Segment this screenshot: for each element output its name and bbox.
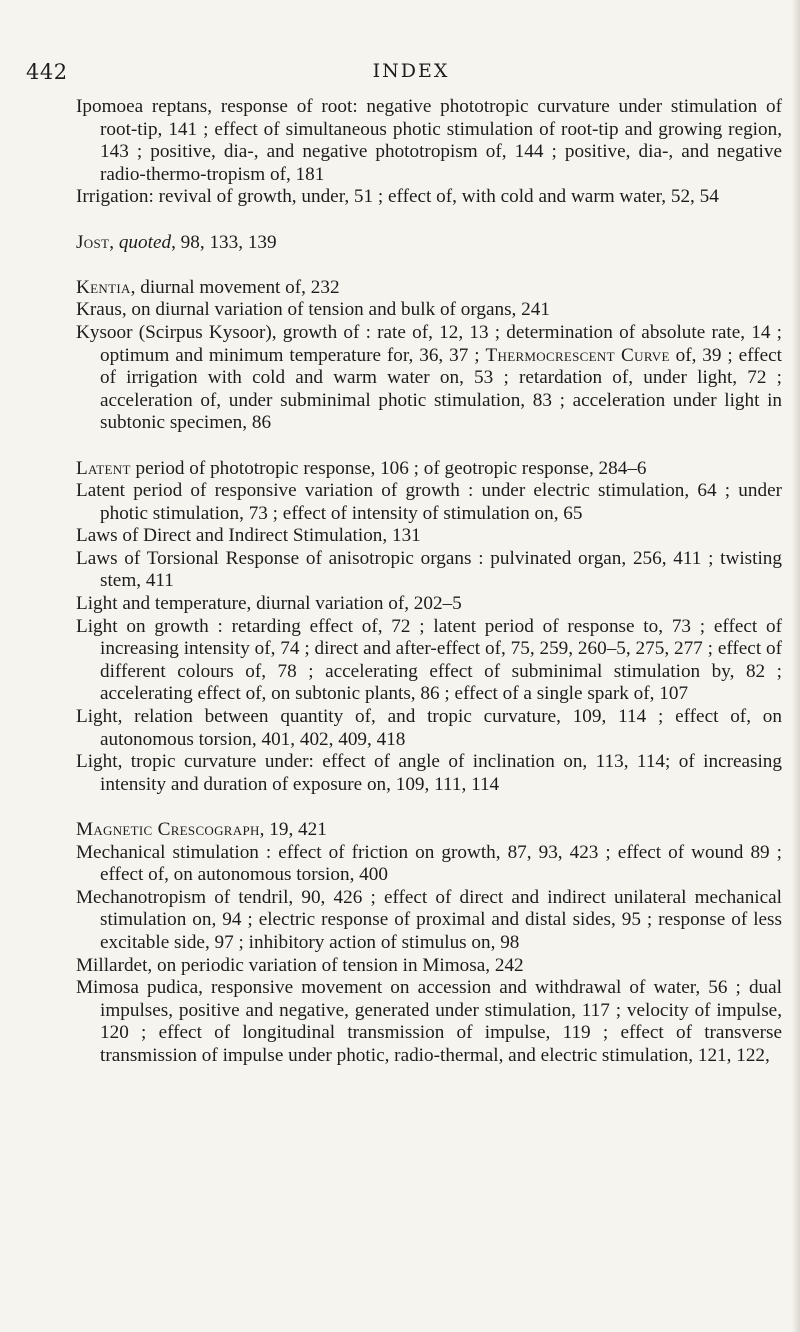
- entry-text: , on periodic variation of tension in Mimosa, 242: [147, 954, 524, 976]
- entry-heading: Light: [76, 593, 118, 615]
- index-entry: [76, 842, 782, 887]
- index-letter-group: [76, 232, 782, 255]
- entry-heading: Light: [76, 751, 118, 773]
- entry-text: of Direct and Indirect Stimulation, 131: [117, 525, 421, 547]
- entry-heading: Magnetic Crescograph: [76, 819, 260, 840]
- index-entry: [76, 96, 782, 186]
- index-entry: [76, 458, 782, 481]
- index-letter-group: [76, 819, 782, 1068]
- index-entry: [76, 277, 782, 300]
- entry-heading: Laws: [76, 525, 118, 547]
- entry-text-continued: , 98, 133, 139: [171, 231, 277, 253]
- entry-heading: Mimosa pudica: [76, 977, 199, 999]
- entry-text: stimulation : effect of friction on growth, 87, 93, 423 ; effect of wound 89 ; effect of, on autonomous torsion, 400: [100, 841, 782, 886]
- running-head: INDEX: [372, 60, 450, 82]
- entry-heading: Light: [76, 706, 118, 728]
- entry-heading: Irrigation: [76, 186, 149, 208]
- entry-text: , tropic curvature under: effect of angle of inclination on, 113, 114; of increasing intensity and duration of exposure on, 109, 111, 114: [100, 751, 782, 795]
- entry-heading: Jost: [76, 231, 110, 253]
- index-entries: [76, 96, 782, 1090]
- index-entry: [76, 186, 782, 209]
- entry-text: of tendril, 90, 426 ; effect of direct and indirect unilateral mechanical stimulation on, 94 ; electric response of proximal and distal sides, 95 ; response of less excitable side, 97 ; inhibitory action of stimulus on, 98: [100, 886, 782, 953]
- index-entry: [76, 977, 782, 1067]
- entry-italic-text: quoted: [118, 231, 172, 253]
- entry-smallcaps-text: Thermocrescent Curve: [485, 344, 670, 366]
- index-entry: [76, 548, 782, 593]
- entry-text: , 19, 421: [259, 819, 327, 840]
- entry-text: , relation between quantity of, and tropic curvature, 109, 114 ; effect of, on autonomous torsion, 401, 402, 409, 418: [100, 706, 782, 750]
- index-entry: [76, 955, 782, 978]
- entry-text: , responsive movement on accession and withdrawal of water, 56 ; dual impulses, positive and negative, generated under stimulation, 117 ; velocity of impulse, 120 ; effect of longitudinal transmission of impulse, 119 ; effect of transverse transmission of impulse under photic, radio-thermal, and electric stimulation, 121, 122,: [100, 977, 782, 1066]
- entry-text: on growth : retarding effect of, 72 ; latent period of response to, 73 ; effect of increasing intensity of, 74 ; direct and after-effect of, 75, 259, 260–5, 275, 277 ; effect of different colours of, 78 ; accelerating effect of subminimal stimulation by, 82 ; accelerating effect of, on subtonic plants, 86 ; effect of a single spark of, 107: [100, 615, 782, 705]
- entry-text: ,: [109, 231, 119, 253]
- entry-heading: Latent: [76, 457, 131, 479]
- entry-text: (Scirpus Kysoor), growth of : rate of, 12, 13 ; determination of absolute rate, 14 ; optimum and minimum temperature for, 36, 37 ;: [100, 321, 782, 366]
- entry-text: : revival of growth, under, 51 ; effect of, with cold and warm water, 52, 54: [148, 186, 719, 208]
- index-entry: [76, 525, 782, 548]
- entry-text: period of responsive variation of growth : under electric stimulation, 64 ; under photic stimulation, 73 ; effect of intensity of stimulation on, 65: [100, 480, 782, 524]
- entry-heading: Kentia: [76, 276, 131, 298]
- entry-heading: Latent: [76, 480, 126, 502]
- entry-heading: Kysoor: [76, 321, 133, 343]
- entry-text: of Torsional Response of anisotropic organs : pulvinated organ, 256, 411 ; twisting stem, 411: [100, 547, 782, 592]
- entry-text: , diurnal movement of, 232: [130, 276, 340, 298]
- entry-text: and temperature, diurnal variation of, 202–5: [117, 593, 462, 615]
- index-entry: [76, 616, 782, 706]
- entry-text-continued: of, 39 ; effect of irrigation with cold and warm water on, 53 ; retardation of, under light, 72 ; acceleration of, under subminimal photic stimulation, 83 ; acceleration under light in subtonic specimen, 86: [100, 344, 782, 434]
- entry-heading: Mechanotropism: [76, 886, 207, 908]
- entry-heading: Kraus: [76, 299, 122, 321]
- entry-heading: Laws: [76, 547, 118, 569]
- index-entry: [76, 706, 782, 751]
- index-entry: [76, 299, 782, 322]
- index-entry: [76, 751, 782, 796]
- index-entry: [76, 480, 782, 525]
- index-entry: [76, 819, 782, 842]
- index-letter-group: [76, 277, 782, 435]
- index-entry: [76, 887, 782, 955]
- entry-heading: Ipomoea reptans: [76, 96, 208, 117]
- index-entry: [76, 232, 782, 255]
- index-letter-group: [76, 96, 782, 209]
- index-letter-group: [76, 458, 782, 797]
- entry-heading: Light: [76, 615, 118, 637]
- entry-heading: Millardet: [76, 954, 148, 976]
- page-number: 442: [26, 60, 68, 84]
- index-entry: [76, 322, 782, 435]
- entry-heading: Mechanical: [76, 841, 166, 863]
- page-header: [26, 60, 796, 90]
- page-edge-shadow: [792, 0, 800, 1332]
- entry-text: period of phototropic response, 106 ; of geotropic response, 284–6: [130, 457, 647, 479]
- entry-text: , on diurnal variation of tension and bulk of organs, 241: [121, 299, 550, 321]
- entry-text: , response of root: negative phototropic curvature under stimulation of root-tip, 141 ; effect of simultaneous photic stimulation of root-tip and growing region, 143 ; positive, dia-, and negative phototropism of, 144 ; positive, dia-, and negative radio-thermo-tropism of, 181: [100, 96, 782, 185]
- index-entry: [76, 593, 782, 616]
